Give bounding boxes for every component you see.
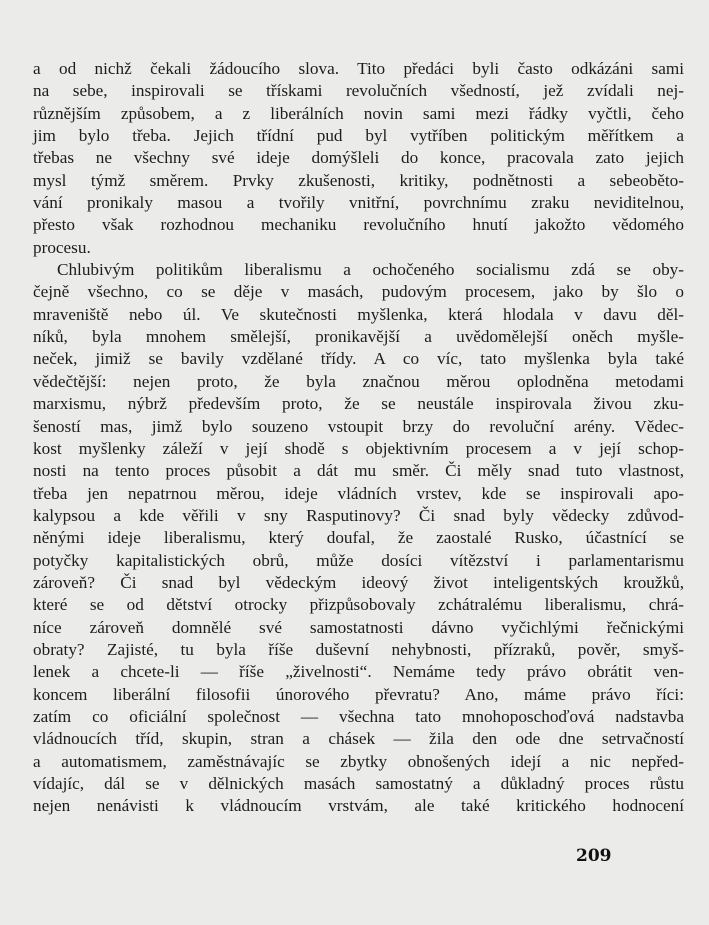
text-line: mraveniště nebo úl. Ve skutečnosti myšlenka, která hlodala v davu děl- bbox=[33, 304, 684, 324]
text-line: čejně všechno, co se děje v masách, pudovým procesem, jako by šlo o bbox=[33, 282, 684, 302]
text-line: šeností mas, jimž bylo souzeno vstoupit brzy do revoluční arény. Vědec- bbox=[33, 416, 684, 436]
text-line: kost myšlenky záleží v její shodě s objektivním procesem a v její schop- bbox=[33, 438, 684, 458]
text-line: a od nichž čekali žádoucího slova. Tito předáci byli často odkázáni sami bbox=[33, 59, 684, 78]
text-line: zároveň? Či snad byl vědeckým ideový život inteligentských kroužků, bbox=[33, 572, 684, 592]
text-line: lenek a chcete-li — říše „živelnosti“. Nemáme tedy právo obrátit ven- bbox=[33, 662, 684, 682]
text-line: jim bylo třeba. Jejich třídní pud byl vytříben politickým měřítkem a bbox=[33, 126, 684, 146]
text-line: nejen nenávisti k vládnoucím vrstvám, ale také kritického hodnocení bbox=[33, 796, 684, 816]
text-line: nosti na tento proces působit a dát mu směr. Či měly snad tuto vlastnost, bbox=[33, 461, 684, 481]
text-line: něnými ideje liberalismu, který doufal, že zaostalé Rusko, účastnící se bbox=[33, 528, 684, 548]
text-line: třeba jen nepatrnou měrou, ideje vládních vrstev, kde se inspirovali apo- bbox=[33, 483, 684, 503]
text-line: a automatismem, zaměstnávajíc se zbytky obnošených idejí a nic nepřed- bbox=[33, 751, 684, 771]
text-line: koncem liberální filosofii únorového převratu? Ano, máme právo říci: bbox=[33, 684, 684, 704]
text-line: níků, byla mnohem smělejší, pronikavější a uvědomělejší oněch myšle- bbox=[33, 327, 684, 347]
text-line: třebas ne všechny své ideje domýšleli do konce, pracovala zato jejich bbox=[33, 148, 684, 168]
text-line: vládnoucích tříd, skupin, stran a chásek — žila den ode dne setrvačností bbox=[33, 729, 684, 749]
text-line: neček, jimiž se bavily vzdělané třídy. A co víc, tato myšlenka byla také bbox=[33, 349, 684, 369]
text-line: vání pronikaly masou a tvořily vnitřní, povrchnímu zraku neviditelnou, bbox=[33, 193, 684, 213]
text-line: Chlubivým politikům liberalismu a ochočeného socialismu zdá se oby- bbox=[57, 260, 684, 280]
text-line: níce zároveň domnělé své samostatnosti dávno vyčichlými řečnickými bbox=[33, 617, 684, 637]
text-line: na sebe, inspirovali se třískami revolučních všedností, jež zvídali nej- bbox=[33, 81, 684, 101]
text-line: přesto však rozhodnou mechaniku revolučního hnutí jakožto vědomého bbox=[33, 215, 684, 235]
text-line: potyčky kapitalistických obrů, může dosíci vítězství i parlamentarismu bbox=[33, 550, 684, 570]
text-line: vědečtější: nejen proto, že byla značnou měrou oplodněna metodami bbox=[33, 371, 684, 391]
text-line: které se od dětství otrocky přizpůsobovaly zchátralému liberalismu, chrá- bbox=[33, 595, 684, 615]
text-line: kalypsou a kde věřili v sny Rasputinovy? Či snad byly vědecky zdůvod- bbox=[33, 505, 684, 525]
text-line: obraty? Zajisté, tu byla říše duševní nehybnosti, přízraků, pověr, smyš- bbox=[33, 639, 684, 659]
text-line: marxismu, nýbrž především proto, že se neustále inspirovala živou zku- bbox=[33, 394, 684, 414]
text-line: vídajíc, dál se v dělnických masách samostatný a důkladný proces růstu bbox=[33, 774, 684, 793]
paragraph bbox=[33, 259, 684, 818]
page-number: 209 bbox=[576, 846, 612, 866]
text-line: procesu. bbox=[33, 237, 91, 257]
text-line: zatím co oficiální společnost — všechna tato mnohoposchoďová nadstavba bbox=[33, 706, 684, 726]
text-line: různějším způsobem, a z liberálních novin sami mezi řádky vyčtli, čeho bbox=[33, 103, 684, 123]
paragraph bbox=[33, 58, 684, 259]
text-line: mysl týmž směrem. Prvky zkušenosti, kritiky, podnětnosti a sebeoběto- bbox=[33, 170, 684, 190]
body-text bbox=[33, 58, 684, 818]
